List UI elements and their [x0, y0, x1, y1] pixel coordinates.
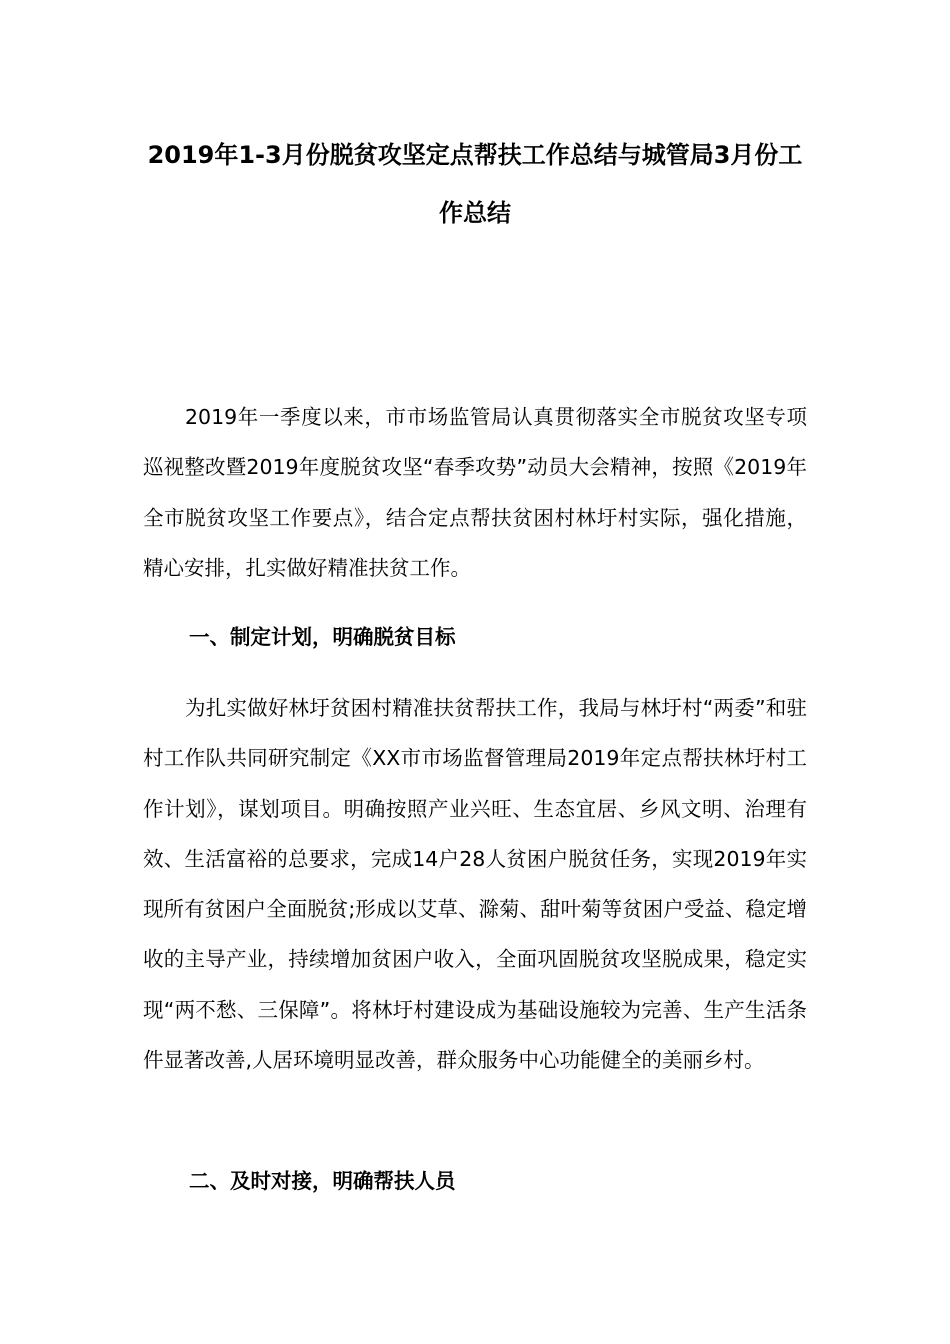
section-1-paragraph: 为扎实做好林圩贫困村精准扶贫帮扶工作，我局与林圩村“两委”和驻村工作队共同研究制定《XX市市场监督管理局2019年定点帮扶林圩村工作计划》，谋划项目。明确按照产业兴旺、生态宜居、乡风文明、治理有效、生活富裕的总要求，完成14户28人贫困户脱贫任务，实现2019年实现所有贫困户全面脱贫;形成以艾草、滁菊、甜叶菊等贫困户受益、稳定增收的主导产业，持续增加贫困户收入，全面巩固脱贫攻坚脱成果，稳定实现“两不愁、三保障”。将林圩村建设成为基础设施较为完善、生产生活条件显著改善,人居环境明显改善，群众服务中心功能健全的美丽乡村。: [143, 696, 807, 1073]
section-heading-2: 二、及时对接，明确帮扶人员: [189, 1169, 456, 1193]
intro-paragraph: 2019年一季度以来，市市场监管局认真贯彻落实全市脱贫攻坚专项巡视整改暨2019年度脱贫攻坚“春季攻势”动员大会精神，按照《2019年全市脱贫攻坚工作要点》，结合定点帮扶贫困村林圩村实际，强化措施，精心安排，扎实做好精准扶贫工作。: [143, 405, 807, 580]
section-heading-1: 一、制定计划，明确脱贫目标: [189, 625, 456, 649]
document-title: 2019年1-3月份脱贫攻坚定点帮扶工作总结与城管局3月份工作总结: [147, 141, 803, 227]
